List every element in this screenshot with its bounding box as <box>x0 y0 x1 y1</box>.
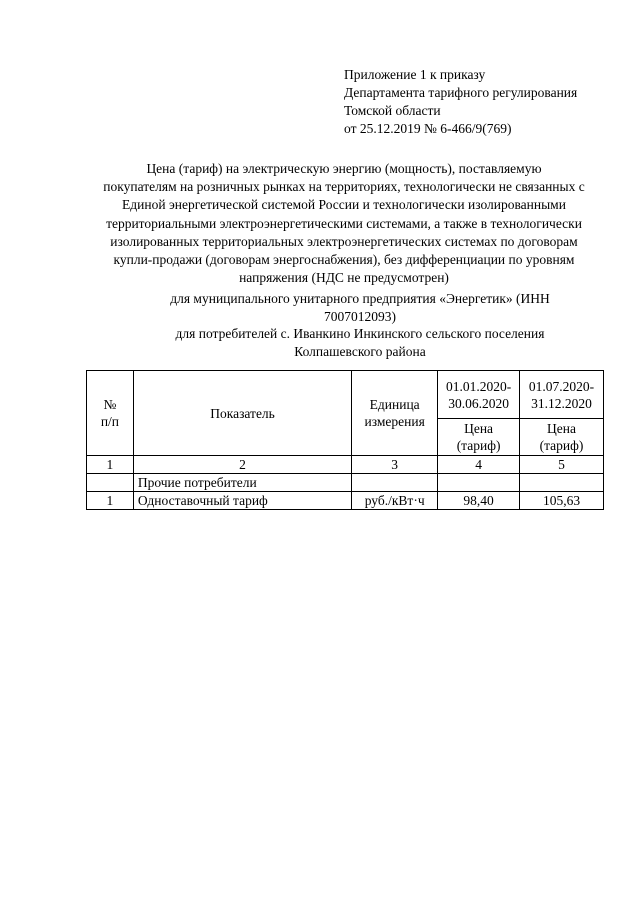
row-price-2: 105,63 <box>520 492 604 510</box>
appendix-block <box>344 66 577 138</box>
group-label: Прочие потребители <box>133 474 351 492</box>
organization-block <box>120 290 600 360</box>
header-indicator: Показатель <box>133 371 351 456</box>
org-line: Колпашевского района <box>294 343 426 359</box>
col-number: 3 <box>352 456 438 474</box>
header-period-2: 01.07.2020- 31.12.2020 <box>520 371 604 419</box>
table-row <box>87 492 604 510</box>
title-line: Единой энергетической системой России и технологически изолированными <box>122 197 566 213</box>
col-number: 4 <box>438 456 520 474</box>
row-unit: руб./кВт·ч <box>352 492 438 510</box>
org-line: для муниципального унитарного предприятия «Энергетик» (ИНН <box>170 291 550 306</box>
title-line: Цена (тариф) на электрическую энергию (мощность), поставляемую <box>146 161 542 176</box>
row-name: Одноставочный тариф <box>133 492 351 510</box>
org-line: для потребителей с. Иванкино Инкинского сельского поселения <box>175 326 545 341</box>
appendix-line: Томской области <box>344 103 441 118</box>
group-row <box>87 474 604 492</box>
col-number: 5 <box>520 456 604 474</box>
tariff-table <box>86 370 604 510</box>
title-line: покупателям на розничных рынках на территориях, технологически не связанных с <box>103 179 585 195</box>
header-num: № п/п <box>87 371 134 456</box>
title-line: напряжения (НДС не предусмотрен) <box>239 270 449 286</box>
header-unit: Единица измерения <box>352 371 438 456</box>
col-number: 1 <box>87 456 134 474</box>
table-header-row <box>87 371 604 419</box>
title-line: изолированных территориальных электроэнергетических системах по договорам <box>110 233 578 249</box>
title-line: купли-продажи (договорам энергоснабжения), без дифференциации по уровням <box>113 252 575 268</box>
title-line: территориальными электроэнергетическими системами, а также в технологически <box>106 215 582 231</box>
header-price-2: Цена (тариф) <box>520 419 604 456</box>
document-title <box>80 160 608 287</box>
appendix-line: Департамента тарифного регулирования <box>344 85 578 100</box>
appendix-line: Приложение 1 к приказу <box>344 67 486 82</box>
row-num: 1 <box>87 492 134 510</box>
column-number-row <box>87 456 604 474</box>
org-line: 7007012093) <box>324 308 396 324</box>
header-period-1: 01.01.2020- 30.06.2020 <box>438 371 520 419</box>
appendix-line: от 25.12.2019 № 6-466/9(769) <box>344 121 512 136</box>
header-price-1: Цена (тариф) <box>438 419 520 456</box>
row-price-1: 98,40 <box>438 492 520 510</box>
col-number: 2 <box>133 456 351 474</box>
